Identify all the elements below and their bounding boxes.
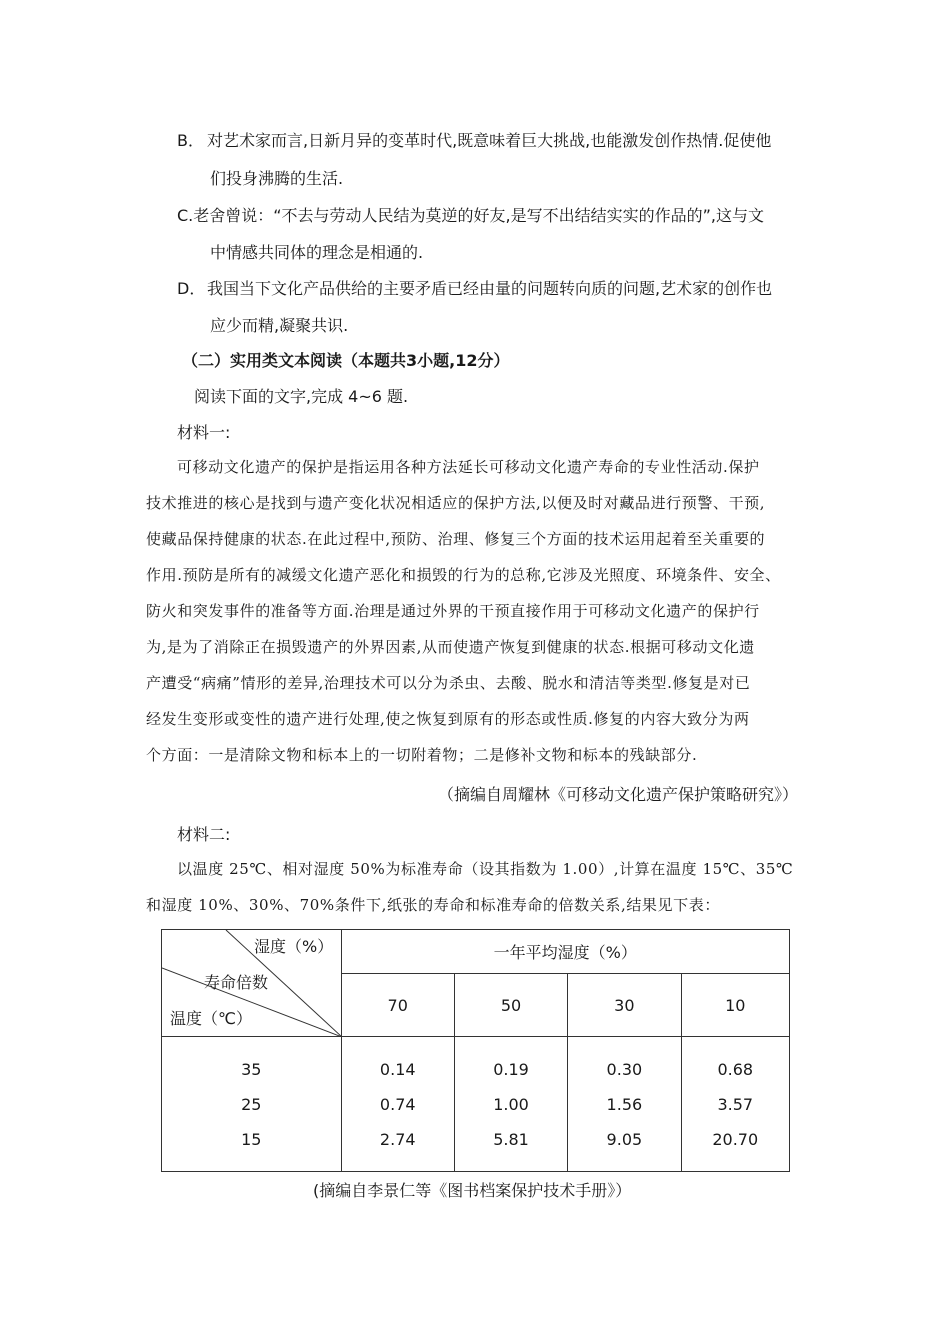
table-cell: 1.56 [606,1094,643,1114]
humidity-col-header: 30 [568,974,681,1037]
material2-line: 以温度 25℃、相对湿度 50%为标准寿命（设其指数为 1.00）,计算在温度 15℃、35℃ [177,860,794,878]
material1-line: 产遭受“病痛”情形的差异,治理技术可以分为杀虫、去酸、脱水和清洁等类型.修复是对已 [146,674,751,692]
value-column [681,1037,789,1172]
material2-line: 和湿度 10%、30%、70%条件下,纸张的寿命和标准寿命的倍数关系,结果见下表： [146,896,720,914]
table-cell: 5.81 [493,1129,529,1149]
value-column [454,1037,567,1172]
temperature-column [162,1037,342,1172]
table-cell: 3.57 [717,1094,754,1114]
material1-line: 经发生变形或变性的遗产进行处理,使之恢复到原有的形态或性质.修复的内容大致分为两 [146,710,750,728]
material1-line: 为,是为了消除正在损毁遗产的外界因素,从而使遗产恢复到健康的状态.根据可移动文化遗 [146,638,755,656]
option-d-label: D． [177,279,206,298]
option-b-text: 对艺术家而言,日新月异的变革时代,既意味着巨大挑战,也能激发创作热情.促使他 [207,131,772,150]
temperature-value: 25 [241,1094,262,1114]
option-c-line1 [177,203,764,226]
reading-instruction: 阅读下面的文字,完成 4~6 题. [194,387,409,406]
option-b-line1 [177,128,771,151]
table-cell: 9.05 [606,1129,643,1149]
humidity-group-header: 一年平均湿度（%） [341,930,789,974]
option-d-line2: 应少而精,凝聚共识. [210,316,349,335]
table-cell: 20.70 [712,1129,759,1149]
material1-line: 防火和突发事件的准备等方面.治理是通过外界的干预直接作用于可移动文化遗产的保护行 [146,602,760,620]
temperature-value: 15 [241,1129,262,1149]
humidity-col-header: 10 [681,974,789,1037]
corner-multiple-label: 寿命倍数 [204,973,269,992]
table-corner-cell [162,930,342,1037]
table-cell: 0.30 [606,1059,643,1079]
option-c-text: 老舍曾说：“不去与劳动人民结为莫逆的好友,是写不出结结实实的作品的”,这与文 [193,206,765,225]
table-cell: 2.74 [379,1129,416,1149]
table-cell: 0.68 [717,1059,754,1079]
table-cell: 0.74 [379,1094,416,1114]
section-title: （二）实用类文本阅读（本题共3小题,12分） [182,351,510,370]
material1-line: 使藏品保持健康的状态.在此过程中,预防、治理、修复三个方面的技术运用起着至关重要的 [146,530,766,548]
material1-line: 可移动文化遗产的保护是指运用各种方法延长可移动文化遗产寿命的专业性活动.保护 [177,458,760,476]
value-column [341,1037,454,1172]
material1-line: 作用.预防是所有的减缓文化遗产恶化和损毁的行为的总称,它涉及光照度、环境条件、安全、 [146,566,781,584]
corner-temperature-label: 温度（℃） [170,1009,252,1028]
table-cell: 0.19 [493,1059,529,1079]
temperature-value: 35 [241,1059,262,1079]
option-c-label: C. [177,206,194,225]
material1-source: （摘编自周耀林《可移动文化遗产保护策略研究》） [437,785,798,804]
material1-label: 材料一: [177,423,231,442]
option-c-line2: 中情感共同体的理念是相通的. [210,243,424,262]
table-cell: 1.00 [493,1094,529,1114]
material1-line: 技术推进的核心是找到与遗产变化状况相适应的保护方法,以便及时对藏品进行预警、干预, [146,494,766,512]
option-d-text: 我国当下文化产品供给的主要矛盾已经由量的问题转向质的问题,艺术家的创作也 [207,279,773,298]
paper-life-table [161,929,790,1172]
material2-label: 材料二: [177,825,231,844]
option-b-label: B． [177,131,204,150]
material1-line: 个方面：一是清除文物和标本上的一切附着物；二是修补文物和标本的残缺部分. [146,746,698,764]
option-b-line2: 们投身沸腾的生活. [210,169,344,188]
corner-humidity-label: 湿度（%） [254,937,334,956]
material2-source: (摘编自李景仁等《图书档案保护技术手册》） [313,1181,632,1200]
option-d-line1 [177,276,772,299]
humidity-col-header: 70 [341,974,454,1037]
humidity-col-header: 50 [454,974,567,1037]
value-column [568,1037,681,1172]
table-cell: 0.14 [379,1059,416,1079]
